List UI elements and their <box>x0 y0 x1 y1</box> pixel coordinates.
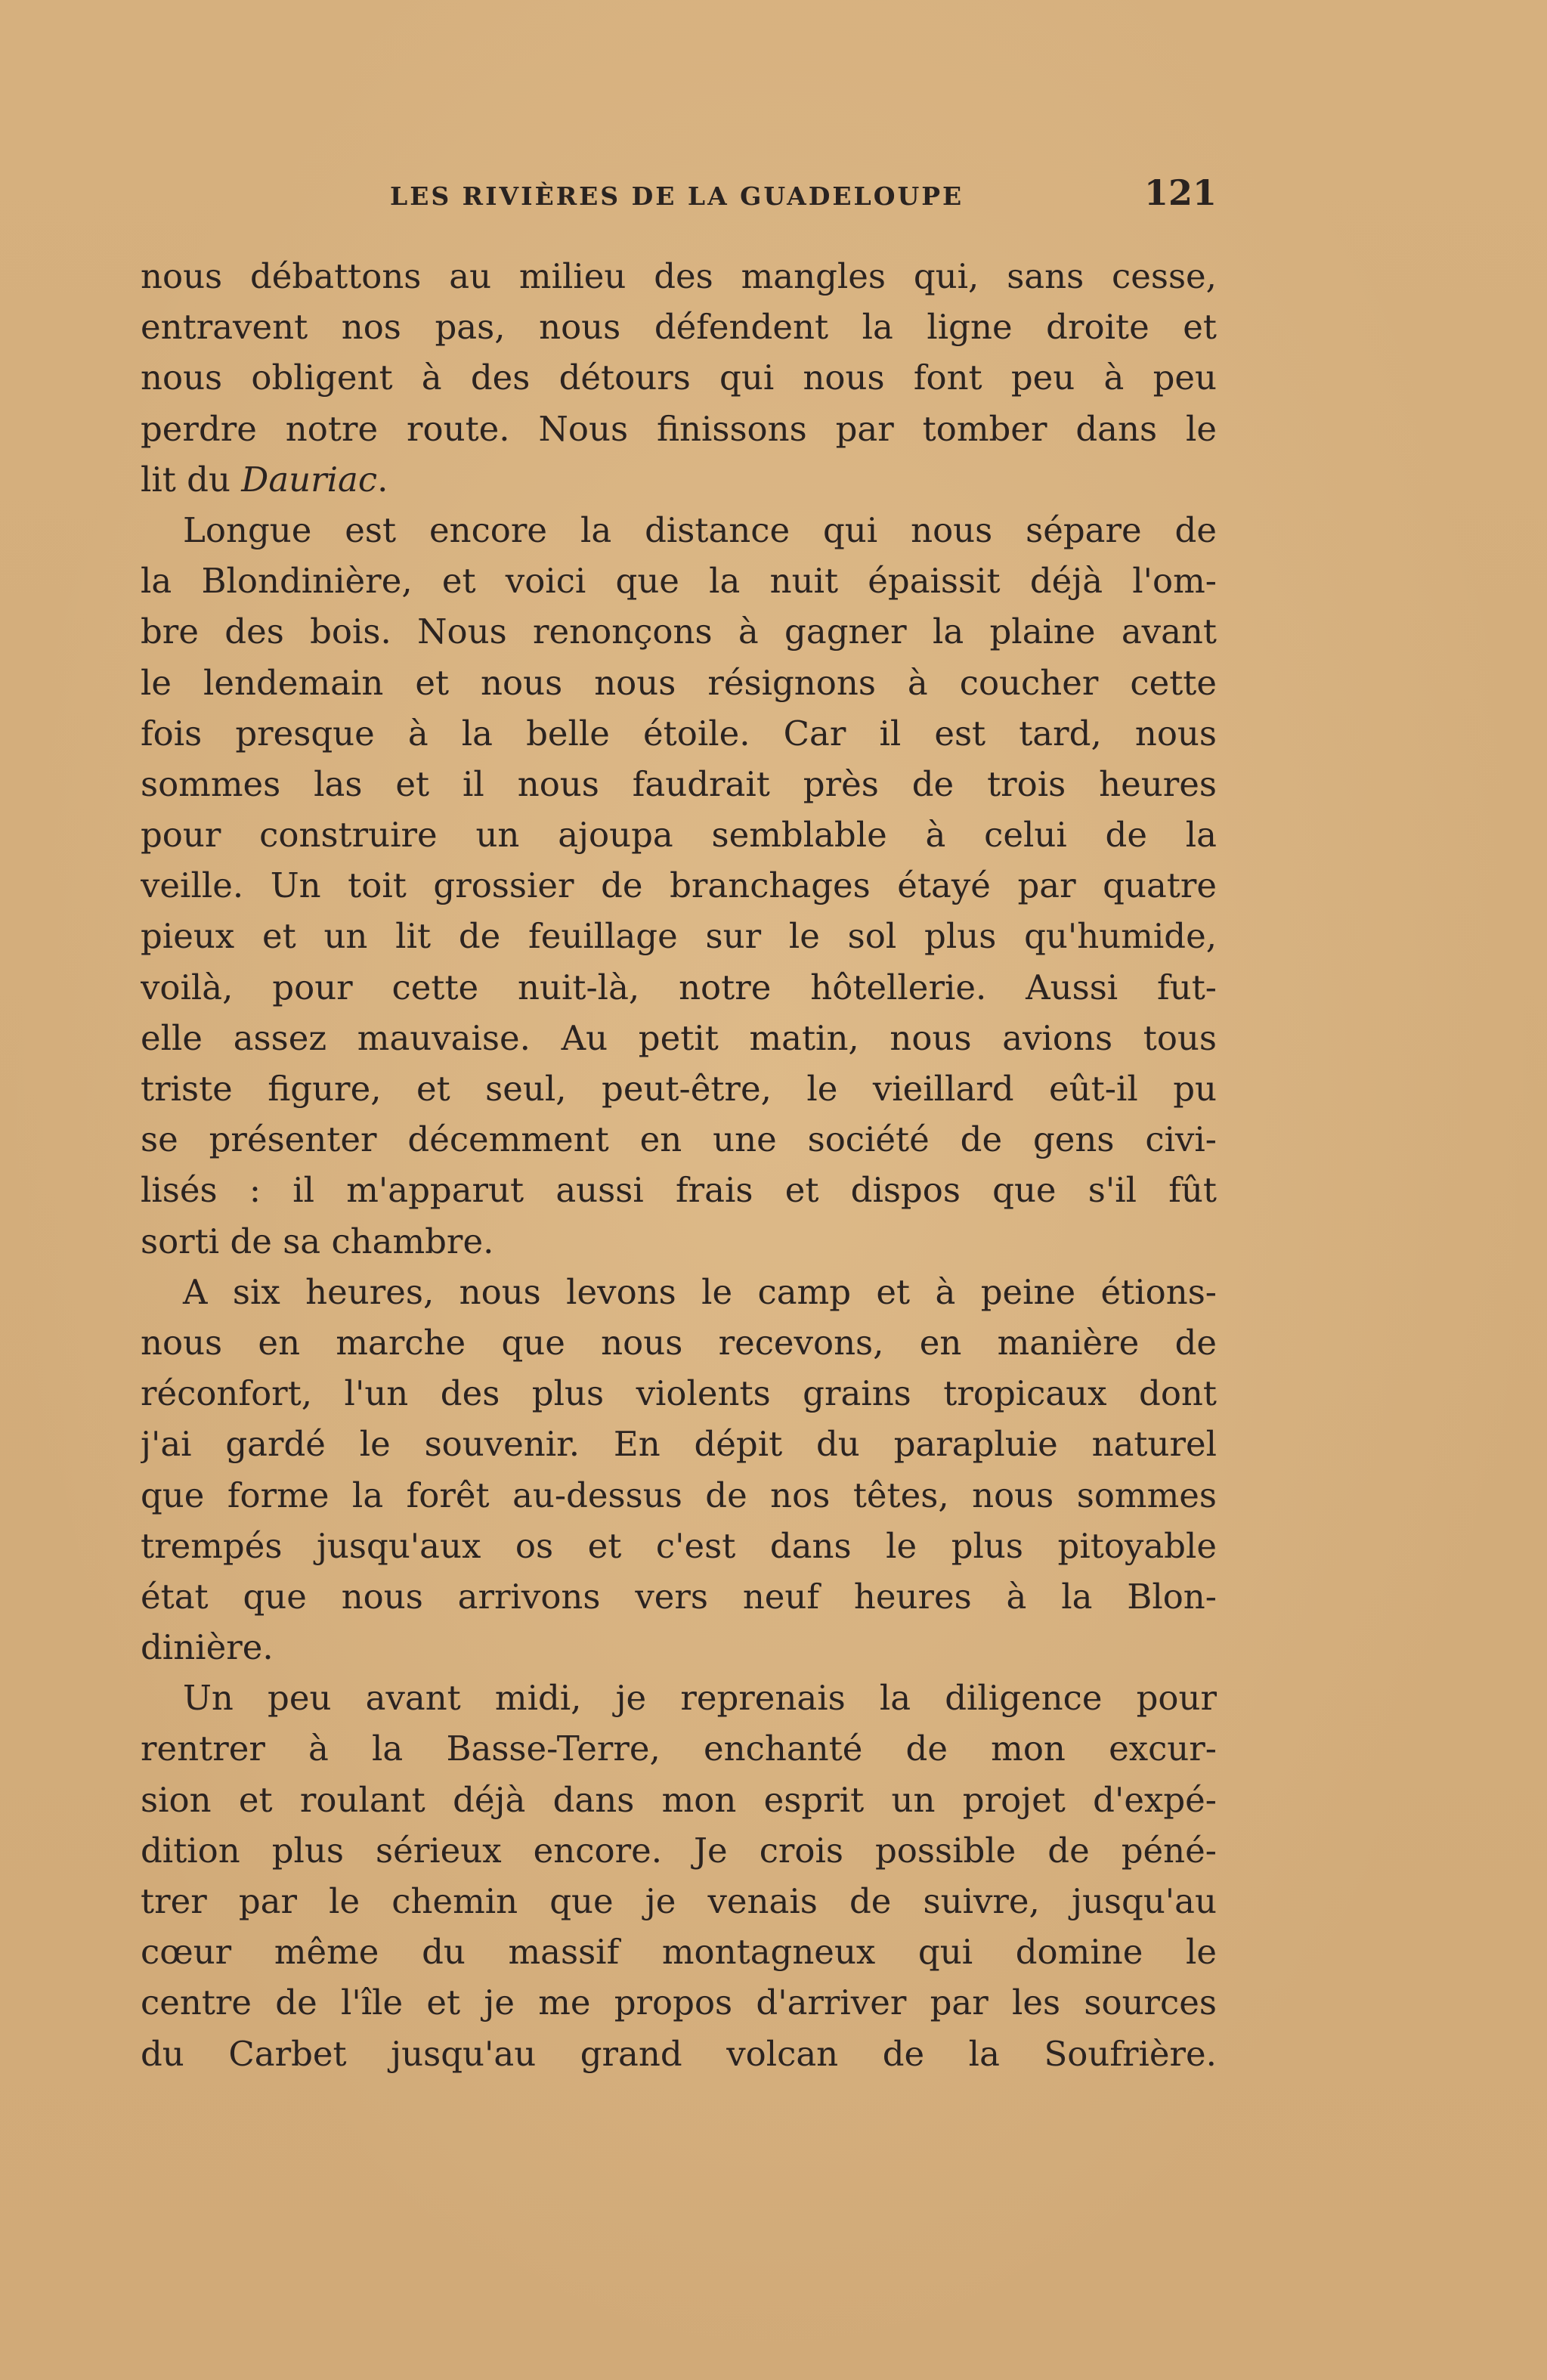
text-line: bre des bois. Nous renonçons à gagner la plaine avant <box>141 611 1217 652</box>
text-line: triste figure, et seul, peut-être, le vieillard eût-il pu <box>141 1069 1217 1109</box>
text-line: entravent nos pas, nous défendent la ligne droite et <box>141 307 1217 348</box>
text-line: sommes las et il nous faudrait près de trois heures <box>141 763 1217 804</box>
text-line: réconfort, l'un des plus violents grains tropicaux dont <box>141 1373 1217 1414</box>
running-title: LES RIVIÈRES DE LA GUADELOUPE <box>390 181 964 211</box>
text-line: lisés : il m'apparut aussi frais et dispos que s'il fût <box>141 1170 1217 1211</box>
text-line: le lendemain et nous nous résignons à coucher cette <box>141 662 1217 703</box>
text-line: centre de l'île et je me propos d'arriver par les sources <box>141 1982 1217 2023</box>
running-head <box>141 172 1217 218</box>
text-line: cœur même du massif montagneux qui domine le <box>141 1932 1217 1973</box>
text-line: A six heures, nous levons le camp et à peine étions- <box>183 1271 1217 1312</box>
text-line: dinière. <box>141 1627 274 1668</box>
text-fragment: . <box>377 459 388 500</box>
text-line: voilà, pour cette nuit-là, notre hôtellerie. Aussi fut- <box>141 967 1217 1007</box>
text-line: que forme la forêt au-dessus de nos têtes, nous sommes <box>141 1475 1217 1515</box>
text-line: Longue est encore la distance qui nous sépare de <box>183 509 1217 550</box>
text-line: se présenter décemment en une société de gens civi- <box>141 1119 1217 1160</box>
text-line: du Carbet jusqu'au grand volcan de la Soufrière. <box>141 2033 1217 2074</box>
text-line: Un peu avant midi, je reprenais la diligence pour <box>183 1678 1217 1719</box>
text-line: pour construire un ajoupa semblable à celui de la <box>141 815 1217 856</box>
text-line: état que nous arrivons vers neuf heures à la Blon- <box>141 1576 1217 1617</box>
text-line: nous en marche que nous recevons, en manière de <box>141 1322 1217 1363</box>
text-line: nous obligent à des détours qui nous font peu à peu <box>141 357 1217 398</box>
text-line: nous débattons au milieu des mangles qui, sans cesse, <box>141 256 1217 296</box>
paragraph-4 <box>141 1673 1217 2079</box>
text-line: elle assez mauvaise. Au petit matin, nous avions tous <box>141 1017 1217 1058</box>
text-line <box>141 454 1217 505</box>
paragraph-3 <box>141 1267 1217 1673</box>
text-line: trempés jusqu'aux os et c'est dans le plus pitoyable <box>141 1525 1217 1566</box>
text-line: pieux et un lit de feuillage sur le sol plus qu'humide, <box>141 916 1217 957</box>
text-line: veille. Un toit grossier de branchages étayé par quatre <box>141 865 1217 906</box>
text-line: sion et roulant déjà dans mon esprit un projet d'expé- <box>141 1779 1217 1820</box>
text-line: trer par le chemin que je venais de suivre, jusqu'au <box>141 1881 1217 1921</box>
text-line: rentrer à la Basse-Terre, enchanté de mon excur- <box>141 1729 1217 1769</box>
text-fragment: lit du <box>141 459 242 500</box>
paragraph-2 <box>141 505 1217 1267</box>
text-line: la Blondinière, et voici que la nuit épaissit déjà l'om- <box>141 561 1217 602</box>
place-name-italic: Dauriac <box>241 459 378 500</box>
text-line: fois presque à la belle étoile. Car il est tard, nous <box>141 713 1217 754</box>
page-number: 121 <box>1143 172 1217 213</box>
text-line: sorti de sa chambre. <box>141 1221 494 1261</box>
text-line: j'ai gardé le souvenir. En dépit du parapluie naturel <box>141 1424 1217 1465</box>
paragraph-1 <box>141 251 1217 505</box>
text-line: dition plus sérieux encore. Je crois possible de péné- <box>141 1830 1217 1871</box>
text-line: perdre notre route. Nous finissons par tomber dans le <box>141 408 1217 449</box>
body-text <box>141 251 1217 2079</box>
